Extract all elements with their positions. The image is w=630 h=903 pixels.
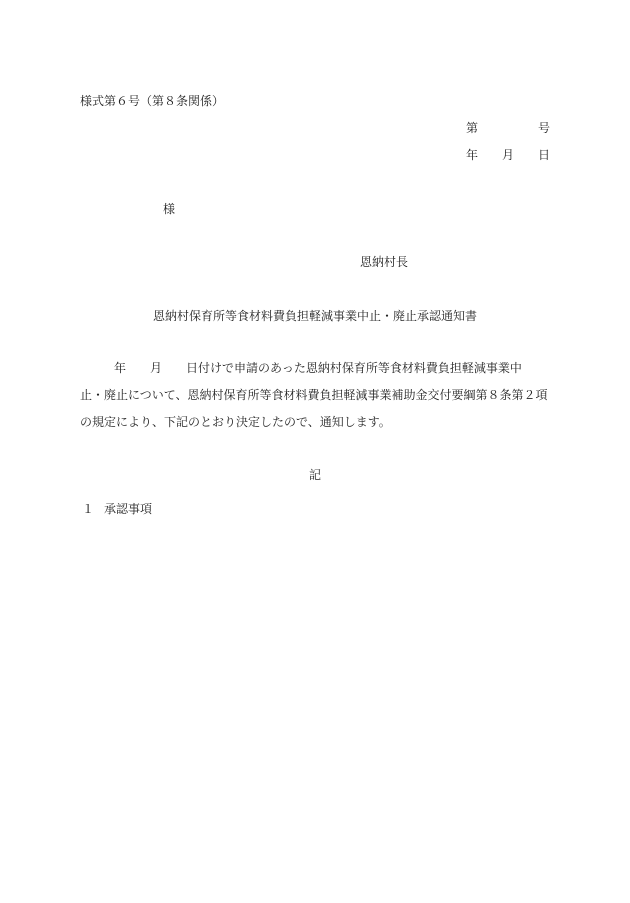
- body-month: 月: [150, 361, 163, 375]
- list-item: [82, 503, 152, 515]
- document-title: 恩納村保育所等食材料費負担軽減事業中止・廃止承認通知書: [152, 309, 477, 323]
- date-year: 年: [466, 148, 479, 162]
- body-line-2: 止・廃止について、恩納村保育所等食材料費負担軽減事業補助金交付要綱第８条第２項: [80, 388, 548, 402]
- document-number: [466, 122, 550, 134]
- body-line-1-text: 日付けで申請のあった恩納村保育所等食材料費負担軽減事業中: [186, 361, 522, 375]
- document-number-prefix: 第: [466, 121, 479, 135]
- document-number-suffix: 号: [537, 121, 550, 135]
- body-line-1: [114, 362, 522, 374]
- issuer: 恩納村長: [360, 255, 409, 269]
- document-date: [466, 149, 550, 161]
- item-label: 承認事項: [104, 502, 153, 516]
- date-month: 月: [501, 148, 514, 162]
- form-number: 様式第６号（第８条関係）: [80, 94, 225, 108]
- date-day: 日: [537, 148, 550, 162]
- ki-heading: 記: [308, 468, 321, 482]
- body-line-3: の規定により、下記のとおり決定したので、通知します。: [80, 415, 391, 429]
- addressee: 様: [163, 202, 176, 216]
- body-year: 年: [114, 361, 127, 375]
- item-number: １: [82, 502, 95, 516]
